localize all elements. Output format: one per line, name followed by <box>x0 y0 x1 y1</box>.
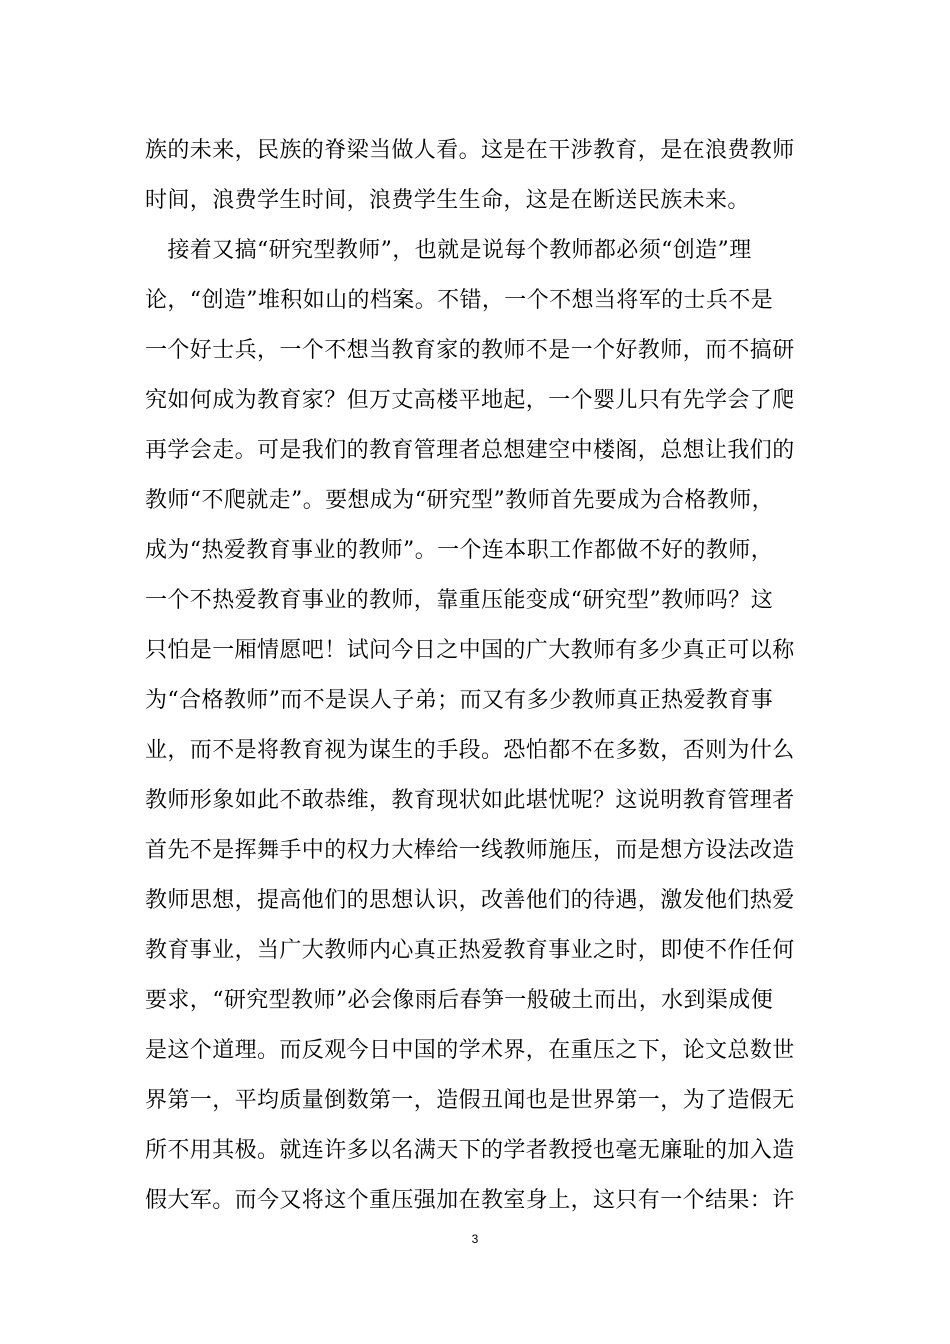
text-line: 是这个道理。而反观今日中国的学术界，在重压之下，论文总数世 <box>145 1038 795 1063</box>
text-line: 论，“创造”堆积如山的档案。不错，一个不想当将军的士兵不是 <box>145 288 774 313</box>
text-line: 接着又搞“研究型教师”，也就是说每个教师都必须“创造”理 <box>145 238 752 263</box>
text-line: 成为“热爱教育事业的教师”。一个连本职工作都做不好的教师， <box>145 538 774 563</box>
text-line: 教师形象如此不敢恭维，教育现状如此堪忧呢？这说明教育管理者 <box>145 788 795 813</box>
text-line: 界第一，平均质量倒数第一，造假丑闻也是世界第一，为了造假无 <box>145 1088 795 1113</box>
text-line: 究如何成为教育家？但万丈高楼平地起，一个婴儿只有先学会了爬 <box>145 388 795 413</box>
text-line: 假大军。而今又将这个重压强加在教室身上，这只有一个结果：许 <box>145 1188 795 1213</box>
text-line: 教育事业，当广大教师内心真正热爱教育事业之时，即使不作任何 <box>145 938 795 963</box>
text-line: 族的未来，民族的脊梁当做人看。这是在干涉教育，是在浪费教师 <box>145 138 795 163</box>
text-line: 所不用其极。就连许多以名满天下的学者教授也毫无廉耻的加入造 <box>145 1138 795 1163</box>
text-line: 一个好士兵，一个不想当教育家的教师不是一个好教师，而不搞研 <box>145 338 795 363</box>
text-line: 教师“不爬就走”。要想成为“研究型”教师首先要成为合格教师， <box>145 488 774 513</box>
text-line: 只怕是一厢情愿吧！试问今日之中国的广大教师有多少真正可以称 <box>145 638 795 663</box>
text-line: 业，而不是将教育视为谋生的手段。恐怕都不在多数，否则为什么 <box>145 738 795 763</box>
text-line: 要求，“研究型教师”必会像雨后春笋一般破土而出，水到渠成便 <box>145 988 774 1013</box>
text-line: 为“合格教师”而不是误人子弟；而又有多少教师真正热爱教育事 <box>145 688 774 713</box>
text-line: 首先不是挥舞手中的权力大棒给一线教师施压，而是想方设法改造 <box>145 838 795 863</box>
page-number: 3 <box>471 1232 479 1246</box>
text-line: 一个不热爱教育事业的教师，靠重压能变成“研究型”教师吗？这 <box>145 588 774 613</box>
text-line: 再学会走。可是我们的教育管理者总想建空中楼阁，总想让我们的 <box>145 438 795 463</box>
text-line: 教师思想，提高他们的思想认识，改善他们的待遇，激发他们热爱 <box>145 888 795 913</box>
text-line: 时间，浪费学生时间，浪费学生生命，这是在断送民族未来。 <box>145 188 750 213</box>
